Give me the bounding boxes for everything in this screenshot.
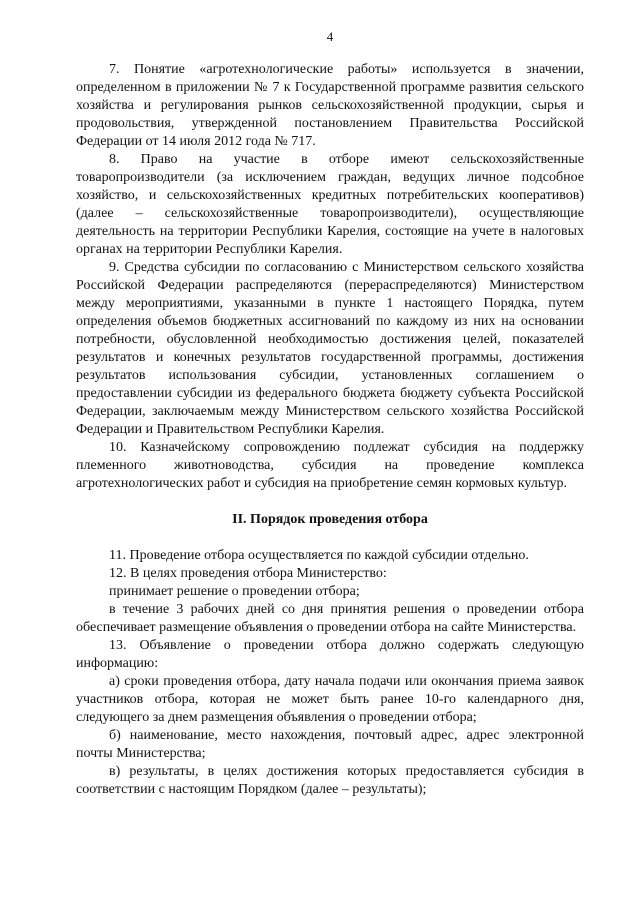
paragraph-8: 8. Право на участие в отборе имеют сельскохозяйственные товаропроизводители (за исключением граждан, ведущих личное подсобное хозяйство, и сельскохозяйственных кредитных потребительских кооперативов) (далее – сельскохозяйственные товаропроизводители), осуществляющие деятельность на территории Республики Карелия, состоящие на учете в налоговых органах на территории Республики Карелия. <box>76 152 584 257</box>
paragraph-9: 9. Средства субсидии по согласованию с Министерством сельского хозяйства Российской Федерации распределяются (перераспределяются) Министерством между мероприятиями, указанными в пункте 1 настоящего Порядка, путем определения объемов бюджетных ассигнований по каждому из них на основании потребности, обусловленной необходимостью достижения целей, показателей результатов и конечных результатов государственной программы, достижения результатов использования субсидии, установленных соглашением о предоставлении субсидии из федерального бюджета бюджету субъекта Российской Федерации, заключаемым между Министерством сельского хозяйства Российской Федерации и Правительством Республики Карелия. <box>76 260 584 437</box>
paragraph-10: 10. Казначейскому сопровождению подлежат субсидия на поддержку племенного животноводства, субсидия на проведение комплекса агротехнологических работ и субсидия на приобретение семян кормовых культур. <box>76 440 584 491</box>
paragraph-13-item-v: в) результаты, в целях достижения которых предоставляется субсидия в соответствии с настоящим Порядком (далее – результаты); <box>76 764 584 797</box>
paragraph-12: 12. В целях проведения отбора Министерство: <box>109 566 387 581</box>
paragraph-7: 7. Понятие «агротехнологические работы» используется в значении, определенном в приложении № 7 к Государственной программе развития сельского хозяйства и регулирования рынков сельскохозяйственной продукции, сырья и продовольствия, утвержденной постановлением Правительства Российской Федерации от 14 июля 2012 года № 717. <box>76 62 584 149</box>
page-number: 4 <box>326 29 334 44</box>
section-heading: II. Порядок проведения отбора <box>232 512 428 527</box>
paragraph-13-item-a: а) сроки проведения отбора, дату начала подачи или окончания приема заявок участников отбора, которая не может быть ранее 10-го календарного дня, следующего за днем размещения объявления о проведении отбора; <box>76 674 584 725</box>
paragraph-13-item-b: б) наименование, место нахождения, почтовый адрес, адрес электронной почты Министерства; <box>76 728 584 761</box>
paragraph-11: 11. Проведение отбора осуществляется по каждой субсидии отдельно. <box>109 548 529 563</box>
paragraph-12-item-decision: принимает решение о проведении отбора; <box>109 584 360 599</box>
paragraph-12-item-announcement: в течение 3 рабочих дней со дня принятия решения о проведении отбора обеспечивает размещение объявления о проведении отбора на сайте Министерства. <box>76 602 584 635</box>
paragraph-13: 13. Объявление о проведении отбора должно содержать следующую информацию: <box>76 638 584 671</box>
